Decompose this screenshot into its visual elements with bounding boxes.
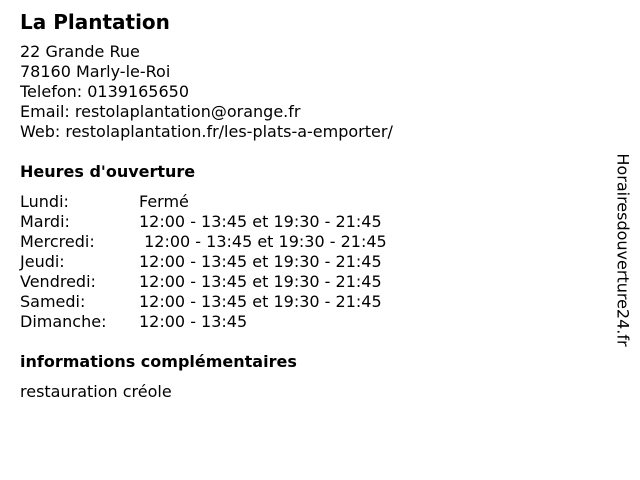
site-brand-watermark: Horairesdouverture24.fr bbox=[613, 153, 633, 347]
address-city: 78160 Marly-le-Roi bbox=[20, 62, 171, 81]
day-label: Samedi: bbox=[20, 292, 86, 311]
day-label: Mardi: bbox=[20, 212, 70, 231]
address-street: 22 Grande Rue bbox=[20, 42, 140, 61]
day-hours: 12:00 - 13:45 et 19:30 - 21:45 bbox=[139, 272, 382, 291]
hours-row-saturday bbox=[20, 292, 590, 312]
additional-info-heading: informations complémentaires bbox=[20, 352, 297, 371]
hours-row-thursday bbox=[20, 252, 590, 272]
day-hours: 12:00 - 13:45 et 19:30 - 21:45 bbox=[139, 292, 382, 311]
hours-row-wednesday bbox=[20, 232, 590, 252]
day-label: Lundi: bbox=[20, 192, 69, 211]
day-label: Mercredi: bbox=[20, 232, 95, 251]
day-hours: 12:00 - 13:45 et 19:30 - 21:45 bbox=[139, 232, 387, 251]
day-label: Dimanche: bbox=[20, 312, 107, 331]
hours-row-tuesday bbox=[20, 212, 590, 232]
hours-row-friday bbox=[20, 272, 590, 292]
day-hours: 12:00 - 13:45 bbox=[139, 312, 248, 331]
day-hours: 12:00 - 13:45 et 19:30 - 21:45 bbox=[139, 252, 382, 271]
phone-number: Telefon: 0139165650 bbox=[20, 82, 190, 101]
day-hours: 12:00 - 13:45 et 19:30 - 21:45 bbox=[139, 212, 382, 231]
additional-info-text: restauration créole bbox=[20, 382, 172, 401]
website: Web: restolaplantation.fr/les-plats-a-emporter/ bbox=[20, 122, 393, 141]
hours-row-sunday bbox=[20, 312, 590, 332]
business-card bbox=[20, 10, 590, 402]
hours-row-monday bbox=[20, 192, 590, 212]
day-label: Jeudi: bbox=[20, 252, 65, 271]
opening-hours-heading: Heures d'ouverture bbox=[20, 162, 196, 181]
day-label: Vendredi: bbox=[20, 272, 96, 291]
day-hours: Fermé bbox=[139, 192, 189, 211]
opening-hours-table bbox=[20, 192, 590, 332]
email-address: Email: restolaplantation@orange.fr bbox=[20, 102, 301, 121]
business-name: La Plantation bbox=[20, 10, 170, 34]
